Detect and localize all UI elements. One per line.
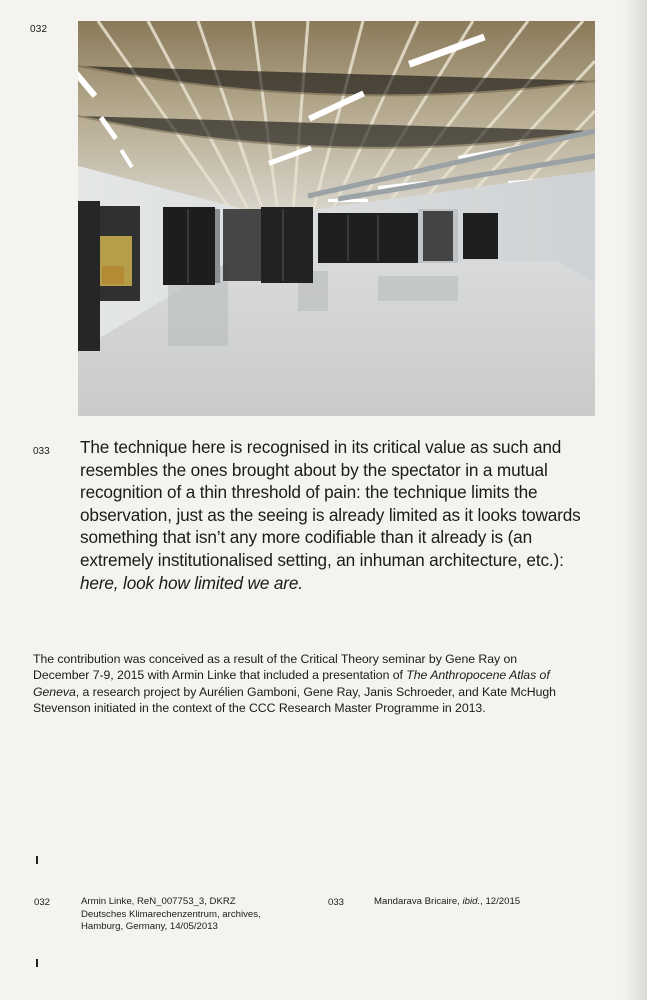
contribution-note xyxy=(33,651,573,716)
footnote-number-1: 032 xyxy=(34,897,51,908)
caption-number: 033 xyxy=(33,446,50,457)
footnote-1-line: Deutsches Klimarechenzentrum, archives, xyxy=(81,908,261,920)
contribution-text-1: The contribution was conceived as a result of the Critical Theory seminar by Gene Ray on December 7-9, 2015 with Armin Linke that included a presentation of xyxy=(33,652,518,683)
footnote-1 xyxy=(81,896,261,934)
footnote-1-line: Armin Linke, ReN_007753_3, DKRZ xyxy=(81,896,236,907)
footnote-number-2: 033 xyxy=(328,897,345,908)
margin-mark xyxy=(36,959,38,967)
footnote-2 xyxy=(374,896,520,909)
footnote-2-text-end: , 12/2015 xyxy=(480,896,521,907)
page-edge-shadow xyxy=(623,0,647,1000)
contribution-title: The Anthropocene Atlas of Geneva xyxy=(33,668,550,699)
contribution-text-2: , a research project by Aurélien Gamboni, Gene Ray, Janis Schroeder, and Kate McHugh Stevenson initiated in the context of the CCC Research Master Programme in 2013. xyxy=(33,684,556,715)
pull-quote xyxy=(80,436,600,594)
margin-mark xyxy=(36,856,38,864)
footnote-2-text: Mandarava Bricaire, xyxy=(374,896,463,907)
page-number: 032 xyxy=(30,24,48,35)
pull-quote-text: The technique here is recognised in its critical value as such and resembles the ones brought about by the spectator in a mutual recognition of a thin threshold of pain: the technique limits the observation, just as the seeing is already limited as it looks towards something that isn’t any more codifiable than it already is (an extremely institutionalised setting, an inhuman architecture, etc.): xyxy=(80,437,581,570)
footnote-2-italic: ibid. xyxy=(462,896,481,907)
photo-image xyxy=(78,21,595,416)
pull-quote-italic: here, look how limited we are. xyxy=(80,572,303,593)
footnote-1-line: Hamburg, Germany, 14/05/2013 xyxy=(81,921,218,933)
photograph-server-hall xyxy=(78,21,595,416)
